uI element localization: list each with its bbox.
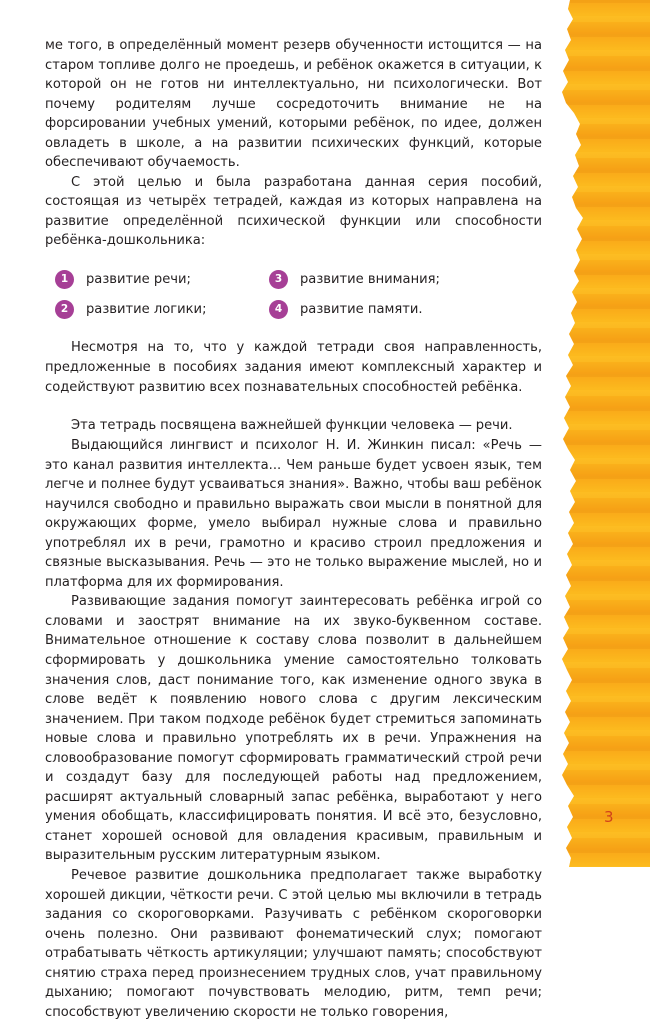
list-item-label: развитие логики;: [86, 301, 207, 317]
paragraph-continued-from-previous-page: ме того, в определённый момент резерв обученности истощится — на старом топливе долго не проедешь, и ребёнок окажется в ситуации, к которой он не готов ни интеллектуально, ни психологически. Вот почему родителям лучше сосредоточить внимание не на форсировании учебных умений, которыми ребёнок, по идее, должен овладеть в школе, а на развитии психических функций, которые обеспечивают обучаемость.: [45, 38, 542, 171]
decorative-edge-band: [552, 0, 650, 867]
list-item-label: развитие внимания;: [300, 271, 440, 287]
text-column: [45, 36, 542, 1022]
paragraph-zhinkin-quote: Выдающийся лингвист и психолог Н. И. Жинкин писал: «Речь — это канал развития интеллекта... Чем раньше будет усвоен язык, тем легче и полнее будут усваиваться знания». Важно, чтобы ваш ребёнок научился свободно и правильно выражать свои мысли в понятной для окружающих форме, умело выбирал нужные слова и правильно употреблял их в речи, грамотно и красиво строил предложения и связные высказывания. Речь — это не только выражение мыслей, но и платформа для их формирования.: [45, 437, 542, 590]
paragraph-complex-character: Несмотря на то, что у каждой тетради своя направленность, предложенные в пособиях задания имеют комплексный характер и содействуют развитию всех познавательных способностей ребёнка.: [45, 340, 542, 395]
list-number-badge: 1: [55, 270, 74, 289]
list-item-label: развитие речи;: [86, 271, 191, 287]
paragraph-developing-tasks: Развивающие задания помогут заинтересовать ребёнка игрой со словами и заострят внимание на их звуко-буквенном составе. Внимательное отношение к составу слова позволит в дальнейшем сформировать у дошкольника умение самостоятельно толковать значения слов, даст понимание того, как изменение одного звука в слове ведёт к появлению нового слова с другим лексическим значением. При таком подходе ребёнок будет стремиться запоминать новые слова и правильно употреблять их в речи. Упражнения на словообразование помогут сформировать грамматический строй речи и создадут базу для последующей работы над предложением, расширят актуальный словарный запас ребёнка, выработают у него умения обобщать, классифицировать понятия. И всё это, безусловно, станет хорошей основой для овладения красивым, правильным и выразительным русским литературным языком.: [45, 594, 542, 864]
development-areas-list: [55, 270, 515, 319]
list-item: [55, 270, 269, 289]
paragraph-tongue-twisters: Речевое развитие дошкольника предполагает также выработку хорошей дикции, чёткости речи. С этой целью мы включили в тетрадь задания со скороговорками. Разучивать с ребёнком скороговорки очень полезно. Они развивают фонематический слух; помогают отрабатывать чёткость артикуляции; улучшают память; способствуют снятию страха перед произнесением трудных слов, учат правильному дыханию; помогают почувствовать мелодию, ритм, темп речи; способствуют увеличению скорости не только говорения,: [45, 868, 542, 1020]
list-number-badge: 3: [269, 270, 288, 289]
list-item: [55, 300, 269, 319]
list-item-label: развитие памяти.: [300, 301, 423, 317]
paragraph-speech-function: Эта тетрадь посвящена важнейшей функции человека — речи.: [71, 418, 513, 434]
page-number: 3: [603, 808, 614, 826]
paragraph-series-description: С этой целью и была разработана данная серия пособий, состоящая из четырёх тетрадей, каждая из которых направлена на развитие определённой психической функции или способности ребёнка-дошкольника:: [45, 174, 542, 249]
list-number-badge: 4: [269, 300, 288, 319]
list-item: [269, 300, 515, 319]
list-number-badge: 2: [55, 300, 74, 319]
list-item: [269, 270, 515, 289]
